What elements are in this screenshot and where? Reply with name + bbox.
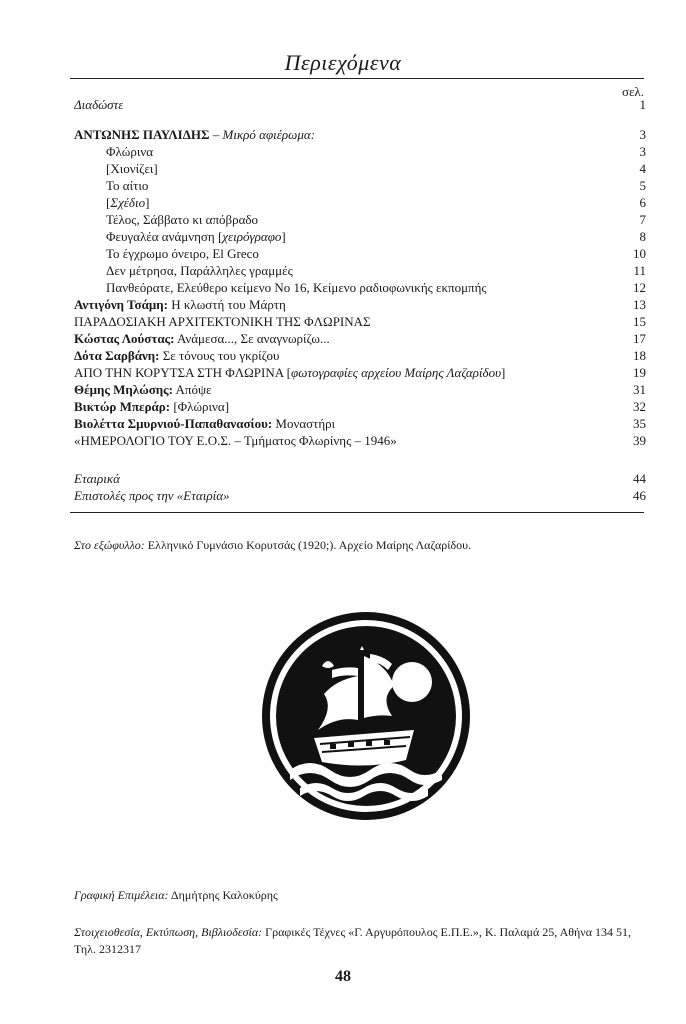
toc-entry-page: 46 [633,488,646,503]
toc-entry-text: Κώστας Λούστας: [74,331,175,346]
toc-entry-text: Σε τόνους του γκρίζου [159,348,280,363]
toc-entry-title [74,195,149,211]
toc-entry-page: 8 [639,229,646,244]
toc-entry-text: «ΗΜΕΡΟΛΟΓΙΟ ΤΟΥ Ε.Ο.Σ. – Τμήματος Φλωρίνης – 1946» [74,433,397,448]
toc-entry-page: 5 [639,178,646,193]
toc-entry-title [74,365,505,381]
toc-entry-text: [ [106,195,111,210]
toc-entry [74,471,646,487]
page-column-label: σελ. [621,84,644,99]
design-credit-name: Δημήτρης Καλοκύρης [168,888,278,902]
toc-entry-title [74,178,148,194]
toc-entry-page: 31 [633,382,646,397]
toc-entry [74,365,646,381]
toc-entry [74,229,646,245]
toc-entry-text: ] [145,195,150,210]
toc-entry [74,246,646,262]
toc-entry-page: 3 [639,144,646,159]
toc-entry-text: Απόψε [172,382,212,397]
toc-entry-page: 13 [633,297,646,312]
toc-entry-page: 19 [633,365,646,380]
toc-entry-page: 3 [639,127,646,142]
toc-entry-text: ΑΠΟ ΤΗΝ ΚΟΡΥΤΣΑ ΣΤΗ ΦΛΩΡΙΝΑ [ [74,365,292,380]
toc-entry-text: Η κλωστή του Μάρτη [167,297,286,312]
toc-entry-text: Τέλος, Σάββατο κι απόβραδο [106,212,259,227]
toc-entry-title [74,433,397,449]
page-title: Περιεχόμενα [284,50,402,75]
toc-entry [74,178,646,194]
toc-entry [74,161,646,177]
toc-entry [74,331,646,347]
toc-entry-text: – [209,127,223,142]
toc-entry-text: Μικρό αφιέρωμα: [222,127,316,142]
toc-entry-text: ΑΝΤΩΝΗΣ ΠΑΥΛΙΔΗΣ [74,127,210,142]
toc-entry [74,416,646,432]
toc-entry-page: 12 [633,280,646,295]
toc-entry-title [74,348,279,364]
toc-entry-title [74,161,158,177]
toc-entry-text: Θέμης Μηλώσης: [74,382,173,397]
toc-entry [74,212,646,228]
toc-entry [74,280,646,296]
toc-entry-page: 11 [633,263,646,278]
toc-entry-title [74,314,371,330]
print-credit-text: Γραφικές Τέχνες «Γ. Αργυρόπουλος Ε.Π.Ε.», Κ. Παλαμά 25, Αθήνα 134 51, Τηλ. 2312317 [74,925,632,956]
toc-entry-text: Μοναστήρι [272,416,336,431]
cover-caption-label: Στο εξώφυλλο: [74,538,145,552]
toc-bottom-rule [70,512,644,513]
toc-entry-page: 32 [633,399,646,414]
toc-entry [74,127,646,143]
toc-entry-title [74,382,212,398]
toc-entry [74,263,646,279]
cover-caption [74,538,471,553]
toc-entry-text: Εταιρικά [74,471,120,486]
toc-entry-text: Δότα Σαρβάνη: [74,348,160,363]
toc-entry-text: Βιολέττα Σμυρνιού-Παπαθανασίου: [74,416,273,431]
toc-entry [74,144,646,160]
toc-entry-text: ΠΑΡΑΔΟΣΙΑΚΗ ΑΡΧΙΤΕΚΤΟΝΙΚΗ ΤΗΣ ΦΛΩΡΙΝΑΣ [74,314,371,329]
toc-entry-text: Επιστολές προς την «Εταιρία» [74,488,230,503]
toc-entry-text: Πανθεόρατε, Ελεύθερο κείμενο Νο 16, Κείμενο ραδιοφωνικής εκπομπής [106,280,487,295]
toc-entry-text: Βικτώρ Μπεράρ: [74,399,171,414]
toc-entry [74,399,646,415]
toc-entry-page: 15 [633,314,646,329]
toc-entry [74,382,646,398]
cover-caption-text: Ελληνικό Γυμνάσιο Κορυτσάς (1920;). Αρχείο Μαίρης Λαζαρίδου. [144,538,472,552]
print-credit [74,924,634,958]
toc-entry-text: Το έγχρωμο όνειρο, El Greco [106,246,259,261]
toc-entry-page: 39 [633,433,646,448]
toc-entry-text: Φευγαλέα ανάμνηση [ [106,229,223,244]
toc-entry-title [74,471,120,487]
toc-entry-title [74,331,330,347]
toc-entry-page: 35 [633,416,646,431]
toc-entry-page: 6 [639,195,646,210]
toc-entry-title [74,280,487,296]
toc-entry [74,433,646,449]
toc-entry-title [74,127,315,143]
toc-entry-text: Το αίτιο [106,178,149,193]
print-credit-label: Στοιχειοθεσία, Εκτύπωση, Βιβλιοδεσία: [74,925,263,939]
toc-entry-title [74,144,153,160]
toc-entry-text: Φλώρινα [106,144,154,159]
design-credit [74,888,278,903]
toc-entry [74,488,646,504]
toc-entry-page: 10 [633,246,646,261]
toc-entry-title [74,97,123,113]
toc-entry-text: Δεν μέτρησα, Παράλληλες γραμμές [106,263,293,278]
title-rule [70,78,644,79]
toc-entry-text: Διαδώστε [74,97,124,112]
toc-entry-title [74,246,259,262]
toc-entry-text: ] [501,365,506,380]
toc-entry-text: Αντιγόνη Τσάμη: [74,297,168,312]
toc-entry [74,314,646,330]
toc-entry-text: [Χιονίζει] [106,161,158,176]
toc-entry-text: [Φλώρινα] [170,399,230,414]
toc-entry-title [74,416,335,432]
toc-entry-text: χειρόγραφο [222,229,282,244]
toc-entry [74,195,646,211]
toc-entry-page: 18 [633,348,646,363]
toc-entry-page: 1 [639,97,646,112]
toc-entry [74,348,646,364]
toc-entry-text: Σχέδιο [110,195,146,210]
toc-entry-title [74,229,286,245]
toc-entry-page: 44 [633,471,646,486]
page-number: 48 [335,968,351,985]
toc-entry-text: Ανάμεσα..., Σε αναγνωρίζω... [174,331,330,346]
toc-entry-title [74,212,258,228]
toc-entry [74,97,646,113]
toc-entry-text: ] [281,229,286,244]
ship-emblem [260,610,472,822]
toc-entry-title [74,399,229,415]
toc-entry-title [74,488,230,504]
toc-entry-title [74,263,293,279]
toc-entry-page: 7 [639,212,646,227]
toc-entry [74,297,646,313]
toc-entry-page: 17 [633,331,646,346]
toc-entry-text: φωτογραφίες αρχείου Μαίρης Λαζαρίδου [291,365,502,380]
design-credit-label: Γραφική Επιμέλεια: [74,888,169,902]
toc-entry-page: 4 [639,161,646,176]
toc-entry-title [74,297,286,313]
